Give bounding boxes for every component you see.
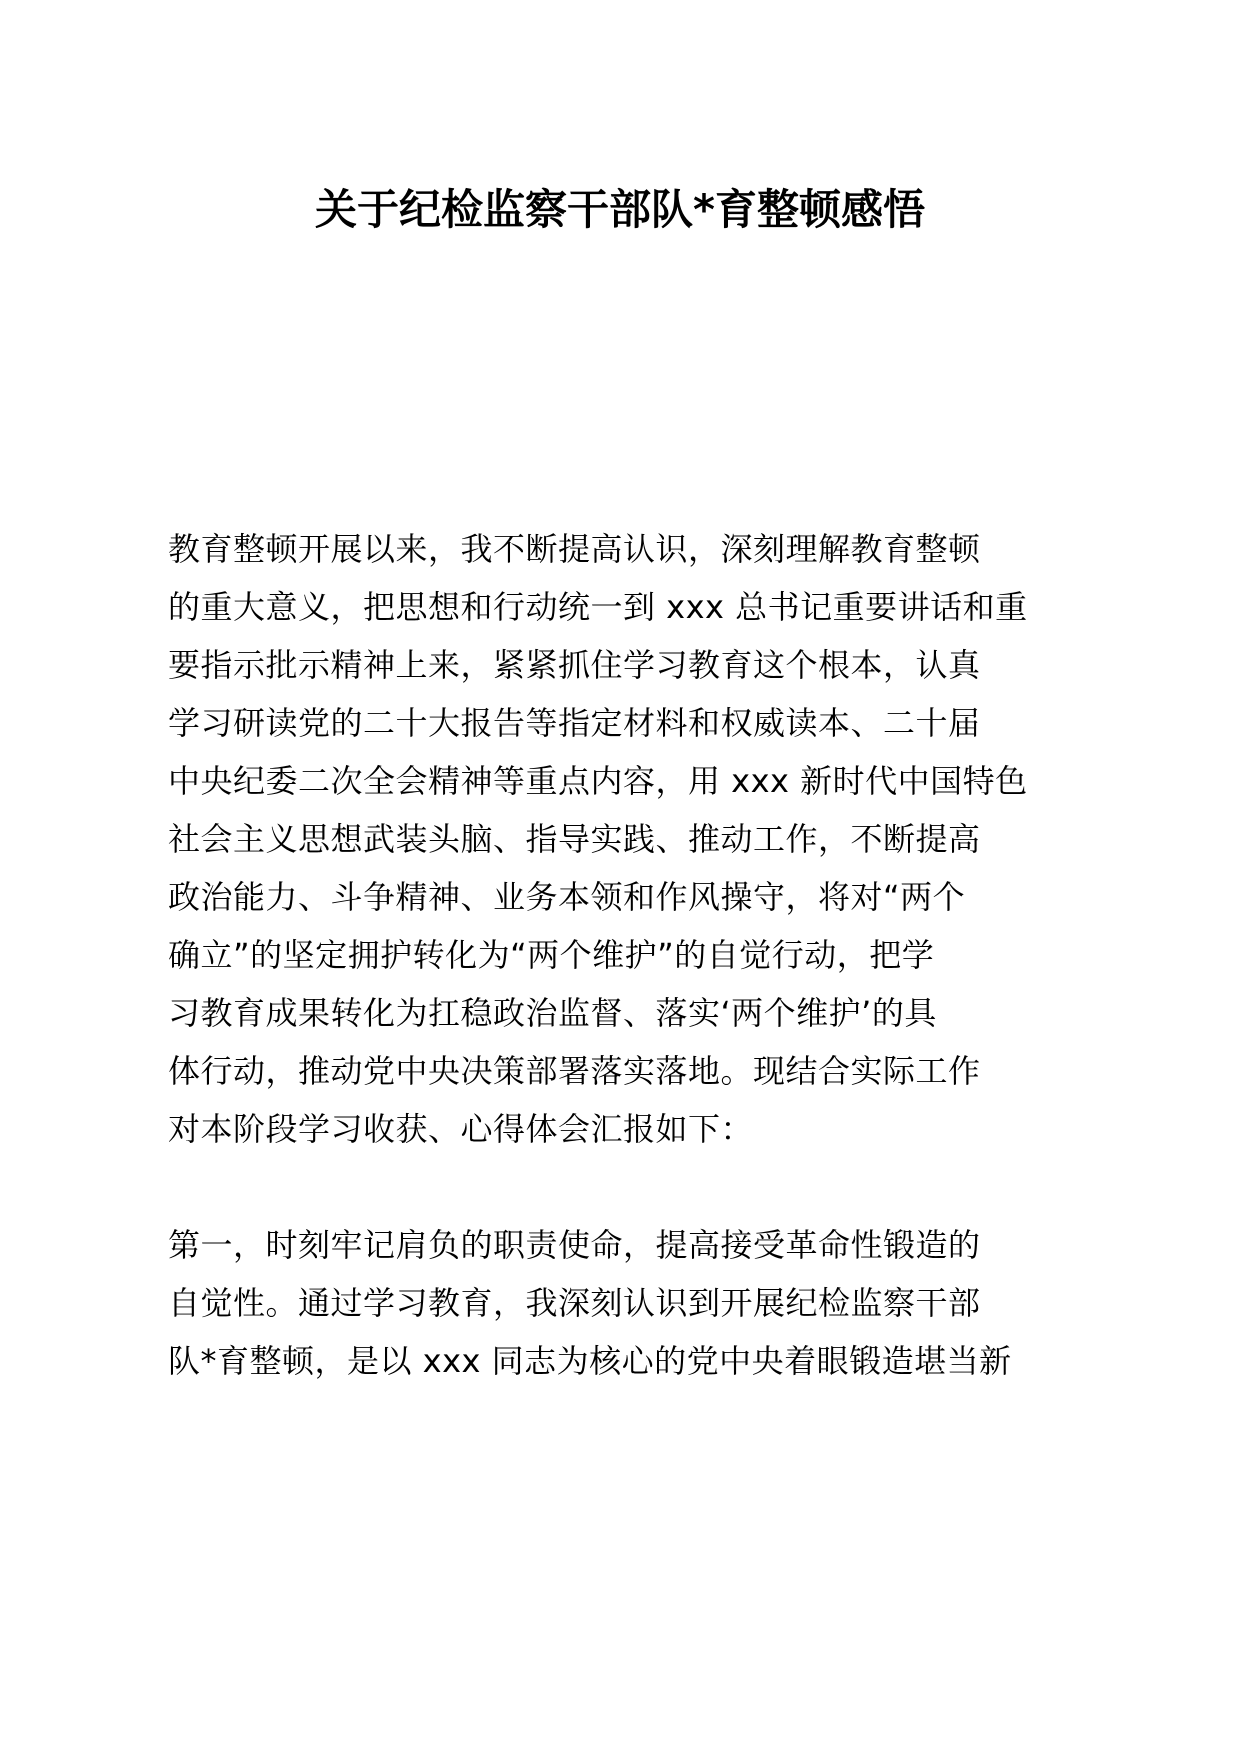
- paragraph-line: 习教育成果转化为扛稳政治监督、落实‘两个维护’的具: [168, 994, 937, 1032]
- paragraph-line: 中央纪委二次全会精神等重点内容，用 xxx 新时代中国特色: [168, 762, 1028, 800]
- paragraph-line: 自觉性。通过学习教育，我深刻认识到开展纪检监察干部: [168, 1284, 981, 1322]
- paragraph-line: 社会主义思想武装头脑、指导实践、推动工作，不断提高: [168, 820, 981, 858]
- paragraph-line: 政治能力、斗争精神、业务本领和作风操守，将对“两个: [168, 878, 966, 916]
- paragraph-line: 确立”的坚定拥护转化为“两个维护”的自觉行动，把学: [168, 936, 935, 974]
- paragraph-line: 要指示批示精神上来，紧紧抓住学习教育这个根本，认真: [168, 646, 981, 684]
- paragraph-line: 学习研读党的二十大报告等指定材料和权威读本、二十届: [168, 704, 981, 742]
- paragraph-first-point: [168, 1216, 1012, 1390]
- paragraph-line: 的重大意义，把思想和行动统一到 xxx 总书记重要讲话和重: [168, 588, 1028, 626]
- paragraph-line: 第一，时刻牢记肩负的职责使命，提高接受革命性锻造的: [168, 1226, 981, 1264]
- paragraph-intro: [168, 520, 1028, 1158]
- paragraph-line: 教育整顿开展以来，我不断提高认识，深刻理解教育整顿: [168, 530, 981, 568]
- paragraph-line: 对本阶段学习收获、心得体会汇报如下：: [168, 1110, 754, 1148]
- paragraph-line: 体行动，推动党中央决策部署落实落地。现结合实际工作: [168, 1052, 981, 1090]
- document-title: 关于纪检监察干部队*育整顿感悟: [315, 185, 925, 234]
- paragraph-line: 队*育整顿，是以 xxx 同志为核心的党中央着眼锻造堪当新: [168, 1342, 1012, 1380]
